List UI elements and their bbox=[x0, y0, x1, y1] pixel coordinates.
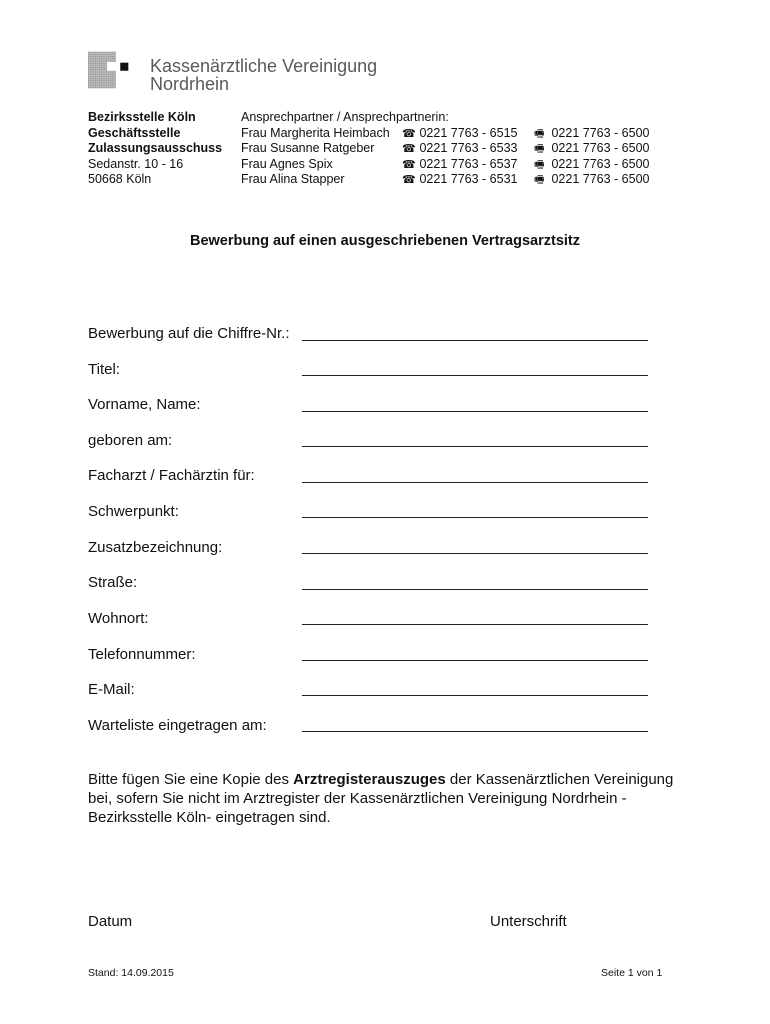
fax-row bbox=[534, 141, 650, 157]
field-label-chiffre: Bewerbung auf die Chiffre-Nr.: bbox=[88, 325, 290, 342]
office-city: 50668 Köln bbox=[88, 172, 152, 186]
field-line-titel[interactable] bbox=[302, 375, 648, 376]
field-label-email: E-Mail: bbox=[88, 681, 135, 698]
phone-number: 0221 7763 - 6533 bbox=[419, 141, 518, 155]
field-label-warteliste: Warteliste eingetragen am: bbox=[88, 717, 267, 734]
fax-icon: 🖷 bbox=[534, 173, 545, 186]
date-label: Datum bbox=[88, 913, 133, 930]
contact-heading: Ansprechpartner / Ansprechpartnerin: bbox=[241, 110, 449, 124]
contact-name: Frau Agnes Spix bbox=[241, 156, 333, 171]
fax-row bbox=[534, 157, 650, 173]
field-line-chiffre[interactable] bbox=[302, 340, 648, 341]
note-text-2: der Kassenärztlichen Vereinigung bei, sofern Sie nicht im Arztregister der Kassenärztlichen Vereinigung Nordrhein -Bezirksstelle Köln- eingetragen sind. bbox=[88, 771, 674, 826]
office-line-3: Zulassungsausschuss bbox=[88, 141, 223, 155]
field-label-geboren: geboren am: bbox=[88, 432, 173, 449]
fax-icon: 🖷 bbox=[534, 157, 545, 171]
field-line-name[interactable] bbox=[302, 411, 648, 412]
fax-number: 0221 7763 - 6500 bbox=[551, 172, 650, 186]
phone-number: 0221 7763 - 6515 bbox=[419, 125, 518, 140]
field-label-zusatz: Zusatzbezeichnung: bbox=[88, 539, 223, 556]
field-line-telefon[interactable] bbox=[302, 660, 648, 661]
fax-number: 0221 7763 - 6500 bbox=[551, 156, 650, 171]
contact-phones bbox=[402, 110, 518, 188]
phone-row bbox=[402, 126, 518, 142]
field-line-wohnort[interactable] bbox=[302, 624, 648, 625]
telephone-icon: ☎ bbox=[402, 126, 416, 140]
field-line-warteliste[interactable] bbox=[302, 731, 648, 732]
signature-label: Unterschrift bbox=[490, 913, 567, 930]
field-label-name: Vorname, Name: bbox=[88, 396, 201, 413]
telephone-icon: ☎ bbox=[402, 142, 416, 155]
field-label-schwerpunkt: Schwerpunkt: bbox=[88, 503, 179, 520]
logo-line-2: Nordrhein bbox=[150, 74, 230, 94]
field-line-schwerpunkt[interactable] bbox=[302, 517, 648, 518]
field-label-wohnort: Wohnort: bbox=[88, 610, 149, 627]
contact-name: Frau Alina Stapper bbox=[241, 172, 345, 186]
footer-stand: Stand: 14.09.2015 bbox=[88, 967, 174, 979]
kvno-logo bbox=[88, 45, 388, 95]
fax-number: 0221 7763 - 6500 bbox=[551, 141, 650, 155]
office-street: Sedanstr. 10 - 16 bbox=[88, 156, 184, 171]
field-line-email[interactable] bbox=[302, 695, 648, 696]
fax-row bbox=[534, 172, 650, 188]
footer-page: Seite 1 von 1 bbox=[601, 967, 663, 979]
fax-row bbox=[534, 126, 650, 142]
contact-name: Frau Susanne Ratgeber bbox=[241, 141, 375, 155]
fax-icon: 🖷 bbox=[534, 142, 545, 155]
phone-number: 0221 7763 - 6537 bbox=[419, 156, 518, 171]
phone-row bbox=[402, 141, 518, 157]
field-line-strasse[interactable] bbox=[302, 589, 648, 590]
note-bold: Arztregisterauszuges bbox=[293, 771, 446, 788]
fax-number: 0221 7763 - 6500 bbox=[551, 125, 650, 140]
telephone-icon: ☎ bbox=[402, 157, 416, 171]
phone-row bbox=[402, 157, 518, 173]
field-label-facharzt: Facharzt / Fachärztin für: bbox=[88, 467, 255, 484]
field-line-zusatz[interactable] bbox=[302, 553, 648, 554]
field-label-telefon: Telefonnummer: bbox=[88, 646, 196, 663]
field-label-titel: Titel: bbox=[88, 361, 120, 378]
fax-icon: 🖷 bbox=[534, 126, 545, 140]
logo-line-1: Kassenärztliche Vereinigung bbox=[150, 56, 378, 76]
field-line-geboren[interactable] bbox=[302, 446, 648, 447]
instruction-note bbox=[88, 770, 698, 827]
note-text-1: Bitte fügen Sie eine Kopie des bbox=[88, 771, 294, 788]
logo-mark-icon bbox=[88, 45, 132, 95]
document-title: Bewerbung auf einen ausgeschriebenen Vertragsarztsitz bbox=[189, 233, 580, 249]
office-address bbox=[88, 110, 222, 188]
contact-name: Frau Margherita Heimbach bbox=[241, 125, 390, 140]
field-line-facharzt[interactable] bbox=[302, 482, 648, 483]
telephone-icon: ☎ bbox=[402, 173, 416, 186]
phone-row bbox=[402, 172, 518, 188]
office-line-2: Geschäftsstelle bbox=[88, 125, 181, 140]
contact-faxes bbox=[534, 110, 650, 188]
field-label-strasse: Straße: bbox=[88, 574, 138, 591]
office-line-1: Bezirksstelle Köln bbox=[88, 110, 196, 124]
phone-number: 0221 7763 - 6531 bbox=[419, 172, 518, 186]
